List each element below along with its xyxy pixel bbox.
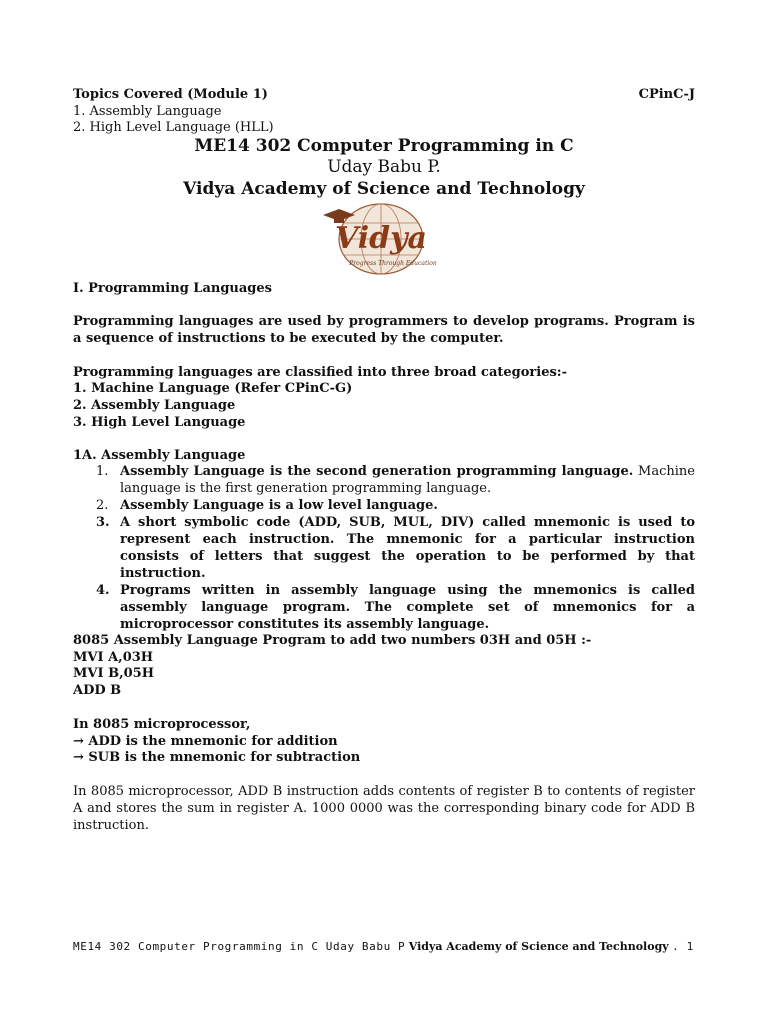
footer-text: ME14 302 Computer Programming in C Uday Babu P	[73, 940, 406, 953]
intro-paragraph: Programming languages are used by programmers to develop programs. Program is a sequence of instructions to be executed by the computer.	[73, 314, 695, 346]
list-number: 3.	[96, 515, 110, 530]
list-item-bold: Assembly Language is the second generation programming language.	[120, 464, 634, 479]
topic-item: 1. Assembly Language	[73, 104, 222, 119]
micro-heading: In 8085 microprocessor,	[73, 717, 251, 732]
list-item-normal: Machine language is the first generation programming language.	[120, 464, 696, 496]
mnemonic-line: → ADD is the mnemonic for addition	[73, 734, 338, 749]
program-line: MVI A,03H	[73, 650, 154, 665]
list-item	[73, 463, 695, 497]
logo-word: Vidya	[335, 221, 427, 256]
category-item: 1. Machine Language (Refer CPinC-G)	[73, 381, 353, 396]
assembly-facts-list	[73, 463, 695, 633]
program-heading: 8085 Assembly Language Program to add two numbers 03H and 05H :-	[73, 633, 592, 648]
list-item	[73, 582, 695, 633]
micro-paragraph: In 8085 microprocessor, ADD B instruction adds contents of register B to contents of register A and stores the sum in register A. 1000 0000 was the corresponding binary code for ADD B instruction.	[73, 784, 695, 833]
mnemonic-line: → SUB is the mnemonic for subtraction	[73, 750, 361, 765]
category-item: 3. High Level Language	[73, 415, 246, 430]
list-item-bold: A short symbolic code (ADD, SUB, MUL, DIV) called mnemonic is used to represent each instruction. The mnemonic for a particular instruction consists of letters that suggest the operation to be performed by that instruction.	[120, 515, 695, 581]
subsection-heading: 1A. Assembly Language	[73, 448, 246, 463]
list-item	[73, 514, 695, 582]
topic-item: 2. High Level Language (HLL)	[73, 120, 274, 135]
list-number: 1.	[96, 464, 109, 479]
list-number: 4.	[96, 583, 110, 598]
page-footer	[73, 940, 695, 953]
list-item-bold: Assembly Language is a low level language.	[120, 498, 438, 513]
footer-institution: Vidya Academy of Science and Technology	[408, 940, 669, 953]
vidya-logo	[303, 201, 453, 279]
categories-intro: Programming languages are classified into three broad categories:-	[73, 365, 567, 380]
institution-name: Vidya Academy of Science and Technology	[183, 179, 585, 199]
category-item: 2. Assembly Language	[73, 398, 236, 413]
list-item	[73, 497, 695, 514]
doc-code: CPinC-J	[638, 87, 695, 102]
page-number: . 1	[672, 940, 694, 953]
section-heading: I. Programming Languages	[73, 281, 272, 296]
topics-heading: Topics Covered (Module 1)	[73, 87, 268, 102]
course-title: ME14 302 Computer Programming in C	[194, 136, 574, 156]
logo-tagline: Progress Through Education	[349, 260, 437, 267]
topics-header	[73, 87, 695, 102]
author-name: Uday Babu P.	[327, 157, 441, 177]
program-line: ADD B	[73, 683, 122, 698]
list-number: 2.	[96, 498, 109, 513]
list-item-bold: Programs written in assembly language using the mnemonics is called assembly language program. The complete set of mnemonics for a microprocessor constitutes its assembly language.	[120, 583, 695, 632]
program-line: MVI B,05H	[73, 666, 154, 681]
